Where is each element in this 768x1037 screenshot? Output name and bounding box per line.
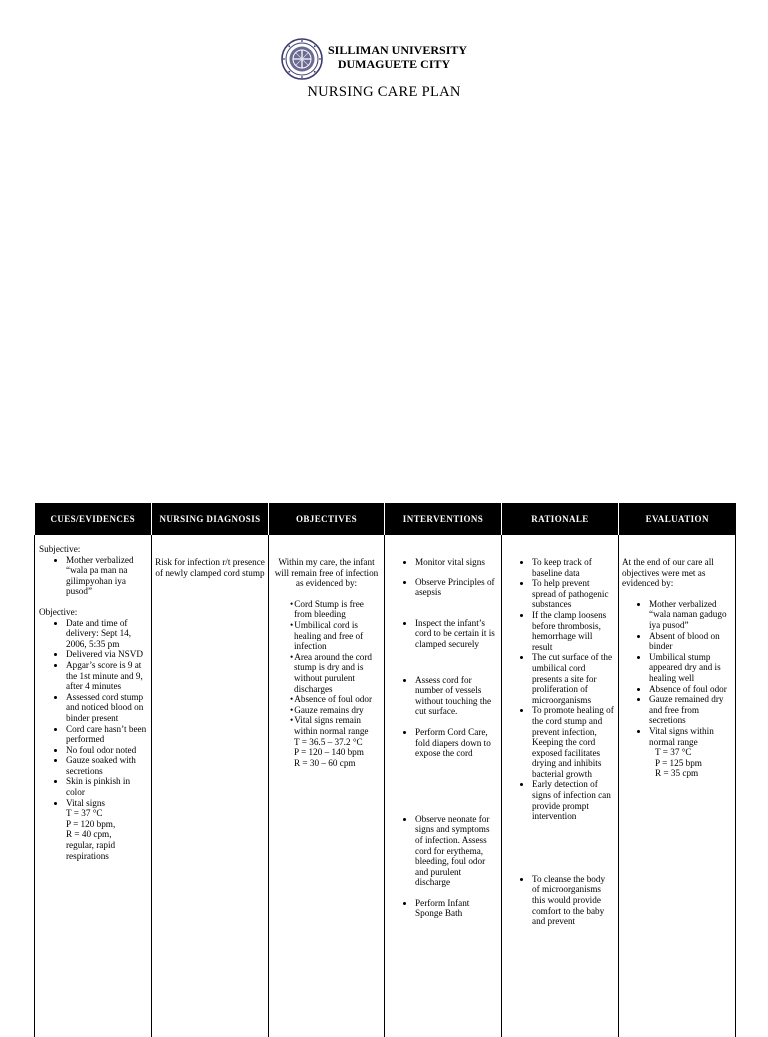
cues-vitals [66, 808, 148, 861]
rationale-cell [502, 535, 619, 1037]
evaluation-cell [619, 535, 736, 1037]
list-item: • Absence of foul odor [649, 684, 732, 695]
vital-temp: T = 36.5 – 37.2 °C [294, 736, 363, 747]
header-rationale: RATIONALE [502, 503, 619, 535]
header-objectives: OBJECTIVES [269, 503, 385, 535]
list-item: • Assessed cord stump and noticed blood on binder present [66, 692, 148, 724]
subjective-label: Subjective: [39, 544, 81, 554]
evaluation-vitals [649, 747, 732, 779]
list-item: • Skin is pinkish in color [66, 776, 148, 797]
list-item: • Monitor vital signs [415, 557, 498, 568]
list-item: • To promote healing of the cord stump and prevent infection, Keeping the cord exposed facilitates drying and inhibits bacterial growth [532, 705, 615, 779]
university-city: DUMAGUETE CITY [337, 57, 451, 71]
list-item: • Perform Cord Care, fold diapers down to expose the cord [415, 727, 498, 759]
list-item: • To help prevent spread of pathogenic substances [532, 578, 615, 610]
list-item: • Gauze soaked with secretions [66, 755, 148, 776]
vital-resp: R = 30 – 60 cpm [294, 757, 356, 768]
university-title: SILLIMAN UNIVERSITY [328, 43, 468, 57]
vital-temp: T = 37 °C [655, 747, 692, 758]
list-item: • Cord care hasn’t been performed [66, 724, 148, 745]
evaluation-intro: At the end of our care all objectives were met as evidenced by: [622, 557, 714, 589]
page-title: NURSING CARE PLAN [307, 84, 461, 100]
document-header [0, 37, 768, 107]
university-name [328, 43, 468, 71]
header-diagnosis: NURSING DIAGNOSIS [152, 503, 269, 535]
objective-label: Objective: [39, 606, 78, 617]
list-item: • Observe neonate for signs and symptoms of infection. Assess cord for erythema, bleeding, foul odor and purulent discharge [415, 814, 498, 888]
objectives-intro: Within my care, the infant will remain free of infection as evidenced by: [274, 557, 379, 589]
header-interventions: INTERVENTIONS [385, 503, 502, 535]
list-item: • Gauze remained dry and free from secretions [649, 694, 732, 726]
vital-pulse: P = 120 – 140 bpm [294, 747, 364, 758]
cues-cell [35, 535, 152, 1037]
vital-note: respirations [66, 850, 109, 861]
list-item: • Umbilical stump appeared dry and is healing well [649, 652, 732, 684]
list-item: • The cut surface of the umbilical cord presents a site for proliferation of microorganisms [532, 652, 615, 705]
list-item: • Observe Principles of asepsis [415, 577, 498, 598]
objective-item: • Absence of foul odor [272, 694, 381, 705]
list-item: • To cleanse the body of microorganisms this would provide comfort to the baby and prevent [532, 874, 615, 927]
list-item: • Date and time of delivery: Sept 14, 2006, 5:35 pm [66, 618, 148, 650]
objective-item: • Gauze remains dry [272, 705, 381, 716]
header-cues: CUES/EVIDENCES [35, 503, 152, 535]
nursing-diagnosis-text: Risk for infection r/t presence of newly clamped cord stump [155, 557, 265, 578]
vital-signs-label: Vital signs within normal range [649, 725, 714, 747]
objective-vitals [272, 737, 381, 769]
vital-pulse: P = 125 bpm [655, 757, 702, 768]
table-row [35, 535, 736, 1037]
vital-note: regular, rapid [66, 840, 116, 851]
vital-signs-label: Vital signs [66, 797, 106, 808]
list-item: • Inspect the infant’s cord to be certain it is clamped securely [415, 618, 498, 650]
vital-resp: R = 40 cpm, [66, 829, 112, 840]
list-item: • Perform Infant Sponge Bath [415, 898, 498, 919]
university-seal-icon [281, 38, 323, 80]
objective-item: • Vital signs remain within normal range [272, 715, 381, 736]
vital-resp: R = 35 cpm [655, 768, 699, 779]
objective-item: • Cord Stump is free from bleeding [272, 599, 381, 620]
objective-item: • Area around the cord stump is dry and is without purulent discharges [272, 652, 381, 694]
list-item: • Absent of blood on binder [649, 631, 732, 652]
list-item: • To keep track of baseline data [532, 557, 615, 578]
nursing-care-plan-table [34, 503, 736, 1037]
list-item: • Mother verbalized “wala pa man na gilimpyohan iya pusod” [66, 555, 148, 597]
list-item: • Early detection of signs of infection can provide prompt intervention [532, 779, 615, 821]
list-item: • Apgar’s score is 9 at the 1st minute and 9, after 4 minutes [66, 660, 148, 692]
interventions-cell [385, 535, 502, 1037]
objective-item: • Umbilical cord is healing and free of infection [272, 620, 381, 652]
list-item: • No foul odor noted [66, 745, 148, 756]
list-item [66, 798, 148, 862]
list-item: • Delivered via NSVD [66, 649, 148, 660]
vital-temp: T = 37 °C [66, 808, 103, 819]
diagnosis-cell [152, 535, 269, 1037]
header-evaluation: EVALUATION [619, 503, 736, 535]
list-item: • Assess cord for number of vessels without touching the cut surface. [415, 675, 498, 717]
list-item: • If the clamp loosens before thrombosis, hemorrhage will result [532, 610, 615, 652]
table-header-row [35, 503, 736, 535]
list-item: • Mother verbalized “wala naman gadugo iya pusod” [649, 599, 732, 631]
list-item [649, 726, 732, 779]
vital-pulse: P = 120 bpm, [66, 818, 116, 829]
objectives-cell [269, 535, 385, 1037]
